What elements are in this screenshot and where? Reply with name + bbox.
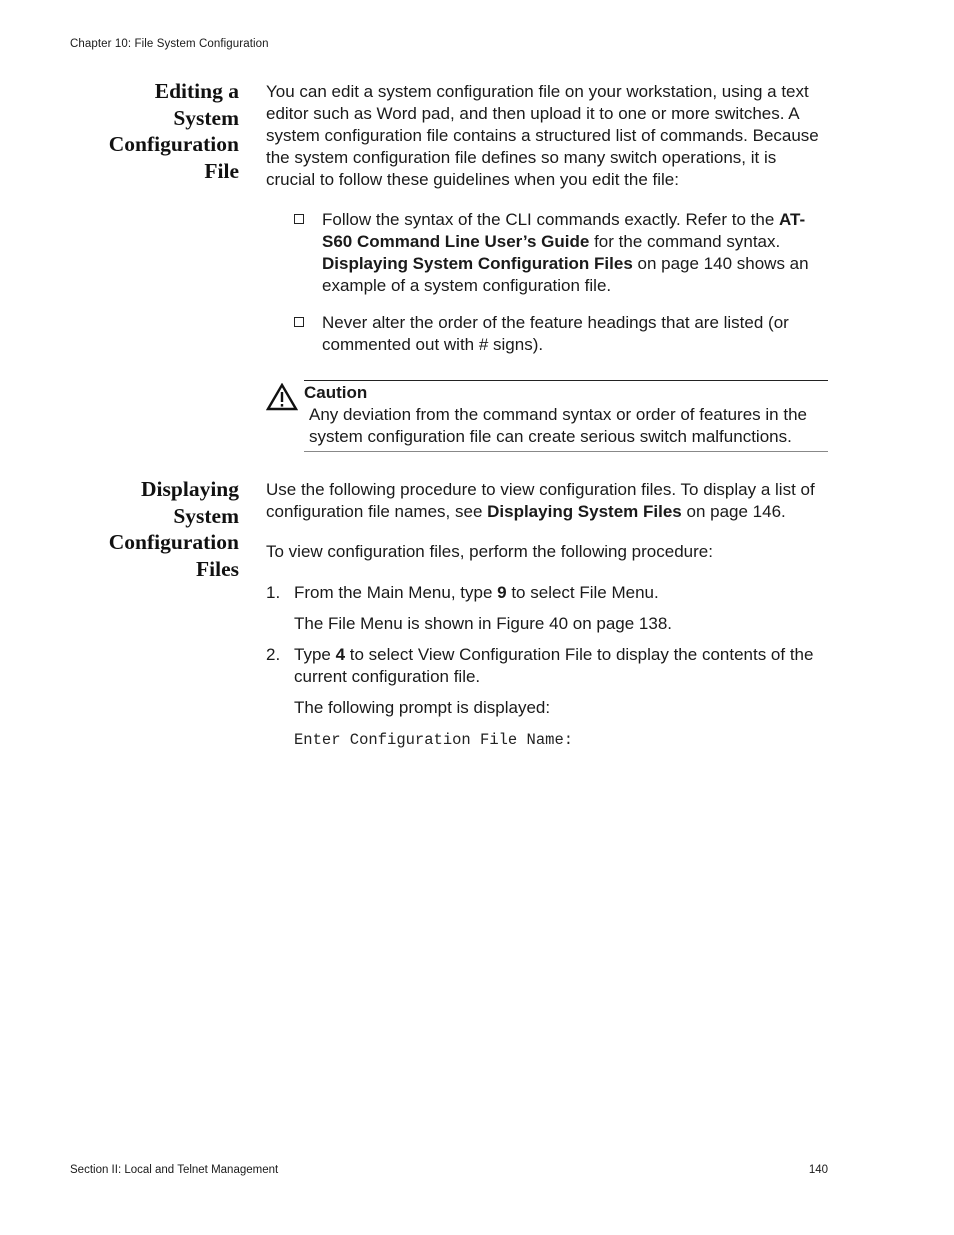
step-note: The following prompt is displayed: [294,698,551,717]
guide-reference: AT-S60 Command Line User’s Guide [322,210,806,251]
displaying-intro-paragraph: Use the following procedure to view configuration files. To display a list of configuration file names, see Displaying System Files on page 146. [266,480,815,521]
heading-line: Editing a [154,79,239,103]
editing-intro-paragraph: You can edit a system configuration file on your workstation, using a text editor such as Word pad, and then upload it to one or more switches. A system configuration file contains a structured list of commands. Because the system configuration file defines so many switch operations, it is crucial to follow these guidelines when you edit the file: [266,82,819,189]
warning-triangle-icon [266,383,298,411]
page-number: 140 [808,1164,828,1176]
running-head: Chapter 10: File System Configuration [70,38,269,50]
section-heading-editing [70,78,239,184]
heading-line: System [173,503,239,528]
bullet-text: Never alter the order of the feature headings that are listed (or commented out with # signs). [322,313,789,354]
cli-prompt: Enter Configuration File Name: [294,731,574,749]
heading-line: File [204,158,239,183]
procedure-step [266,644,830,688]
heading-line: Configuration [108,132,239,156]
caution-top-rule [304,380,828,381]
caution-bottom-rule [304,451,828,452]
caution-title: Caution [304,383,368,402]
bullet-text: Follow the syntax of the CLI commands exactly. Refer to the AT-S60 Command Line User’s Guide for the command syntax. Displaying System Configuration Files on page 140 shows an example of a system configuration file. [322,210,809,295]
heading-line: Configuration [108,530,239,554]
section-reference: Displaying System Configuration Files [322,254,633,273]
heading-line: Files [196,556,239,581]
step-number: 2. [266,645,281,664]
step-text: From the Main Menu, type 9 to select File Menu. [294,583,659,602]
guideline-bullet [294,312,824,356]
footer-section-title: Section II: Local and Telnet Management [70,1164,279,1176]
checkbox-bullet-icon [294,317,304,327]
section-reference: Displaying System Files [487,502,682,521]
step-text: Type 4 to select View Configuration File to display the contents of the current configuration file. [294,645,814,686]
guideline-bullet [294,209,824,297]
heading-line: System [173,105,239,130]
procedure-intro: To view configuration files, perform the following procedure: [266,542,713,561]
checkbox-bullet-icon [294,214,304,224]
step-number: 1. [266,583,281,602]
caution-text: Any deviation from the command syntax or order of features in the system configuration file can create serious switch malfunctions. [309,405,807,446]
section-heading-displaying [70,476,239,582]
heading-line: Displaying [141,477,239,501]
procedure-step [266,582,830,604]
step-note: The File Menu is shown in Figure 40 on page 138. [294,614,673,633]
